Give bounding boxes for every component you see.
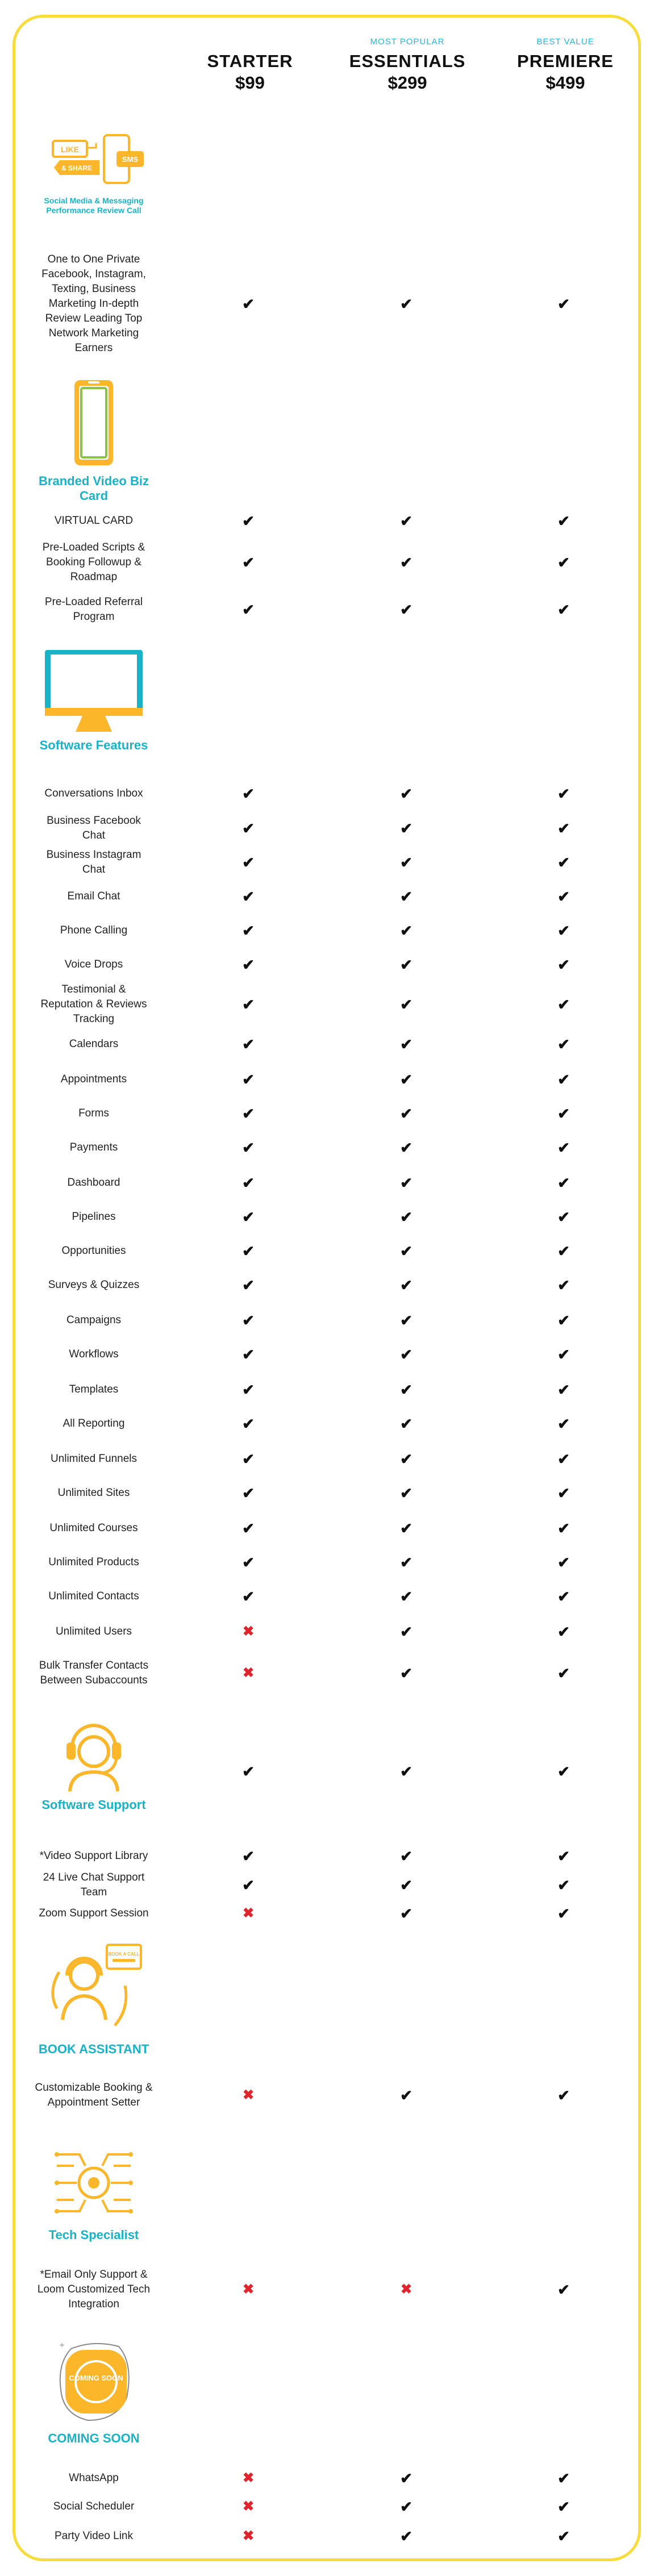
check-icon: ✔ xyxy=(242,888,255,905)
check-icon: ✔ xyxy=(400,1848,413,1865)
plan-badge: MOST POPULAR xyxy=(370,37,445,47)
feature-label: Payments xyxy=(69,1141,118,1153)
check-icon: ✔ xyxy=(557,785,570,802)
like-text: LIKE xyxy=(61,145,79,154)
feature-label: VIRTUAL CARD xyxy=(54,515,134,527)
check-icon: ✔ xyxy=(242,1036,255,1053)
check-icon: ✔ xyxy=(242,854,255,871)
check-icon: ✔ xyxy=(242,1450,255,1468)
check-icon: ✔ xyxy=(242,554,255,571)
check-icon: ✔ xyxy=(557,1277,570,1294)
check-icon: ✔ xyxy=(400,1665,413,1682)
section-title: Software Support xyxy=(41,1798,146,1812)
check-icon: ✔ xyxy=(557,1415,570,1432)
feature-label: Unlimited Sites xyxy=(57,1487,130,1499)
check-icon: ✔ xyxy=(400,1243,413,1260)
feature-label: Unlimited Courses xyxy=(49,1522,138,1534)
check-icon: ✔ xyxy=(400,2528,413,2545)
feature-label: Business Facebook Chat xyxy=(47,815,141,841)
feature-label: Campaigns xyxy=(66,1314,122,1326)
check-icon: ✔ xyxy=(400,820,413,837)
check-icon: ✔ xyxy=(557,1848,570,1865)
check-icon: ✔ xyxy=(557,1665,570,1682)
check-icon: ✔ xyxy=(242,1554,255,1571)
check-icon: ✔ xyxy=(557,512,570,530)
check-icon: ✔ xyxy=(242,1848,255,1865)
check-icon: ✔ xyxy=(400,1485,413,1502)
feature-label: Dashboard xyxy=(67,1177,120,1189)
plan-premiere xyxy=(503,36,628,93)
check-icon: ✔ xyxy=(400,295,413,312)
check-icon: ✔ xyxy=(557,1105,570,1122)
check-icon: ✔ xyxy=(557,1450,570,1468)
cross-icon: ✖ xyxy=(242,2087,255,2103)
check-icon: ✔ xyxy=(242,820,255,837)
cross-icon: ✖ xyxy=(242,2470,255,2486)
check-icon: ✔ xyxy=(400,1036,413,1053)
section-assistant xyxy=(23,1940,165,2057)
section-title: COMING SOON xyxy=(48,2431,140,2445)
feature-label: Pre-Loaded Scripts & Booking Followup & Roadmap xyxy=(42,541,145,583)
sms-text: SMS xyxy=(122,155,139,164)
cross-icon: ✖ xyxy=(242,2499,255,2514)
phone-icon xyxy=(71,378,116,469)
check-icon: ✔ xyxy=(557,1554,570,1571)
social-chat-icon xyxy=(37,131,151,193)
check-icon: ✔ xyxy=(400,512,413,530)
section-soon xyxy=(23,2335,165,2446)
check-icon: ✔ xyxy=(557,2528,570,2545)
section-title: Social Media & Messaging Performance Review Call xyxy=(44,196,144,215)
feature-label: Appointments xyxy=(60,1073,127,1085)
check-icon: ✔ xyxy=(557,1520,570,1537)
check-icon: ✔ xyxy=(242,1071,255,1088)
check-icon: ✔ xyxy=(242,1381,255,1398)
feature-label: Unlimited Funnels xyxy=(50,1453,138,1465)
check-icon: ✔ xyxy=(400,785,413,802)
check-icon: ✔ xyxy=(557,2498,570,2515)
check-icon: ✔ xyxy=(242,996,255,1013)
check-icon: ✔ xyxy=(400,1415,413,1432)
cross-icon: ✖ xyxy=(242,2528,255,2544)
feature-label: All Reporting xyxy=(63,1418,125,1429)
feature-label: WhatsApp xyxy=(69,2472,119,2484)
cross-icon: ✖ xyxy=(242,1906,255,1921)
check-icon: ✔ xyxy=(400,2087,413,2104)
section-social xyxy=(23,131,165,215)
section-title: Tech Specialist xyxy=(48,2228,139,2242)
check-icon: ✔ xyxy=(557,1381,570,1398)
check-icon: ✔ xyxy=(400,601,413,618)
check-icon: ✔ xyxy=(557,1877,570,1894)
check-icon: ✔ xyxy=(557,2087,570,2104)
check-icon: ✔ xyxy=(400,1588,413,1605)
check-icon: ✔ xyxy=(400,956,413,973)
check-icon: ✔ xyxy=(242,1346,255,1363)
check-icon: ✔ xyxy=(557,1174,570,1191)
headset-icon xyxy=(60,1713,128,1793)
feature-label: Conversations Inbox xyxy=(44,787,143,799)
check-icon: ✔ xyxy=(557,1139,570,1156)
check-icon: ✔ xyxy=(242,1277,255,1294)
plan-badge xyxy=(188,36,313,48)
feature-label: Forms xyxy=(78,1107,109,1119)
plan-starter xyxy=(188,36,313,93)
check-icon: ✔ xyxy=(557,2281,570,2298)
check-icon: ✔ xyxy=(400,1381,413,1398)
check-icon: ✔ xyxy=(400,1174,413,1191)
feature-label: 24 Live Chat Support Team xyxy=(43,1871,145,1898)
section-bizcard xyxy=(23,378,165,503)
feature-label: Party Video Link xyxy=(54,2530,133,2542)
check-icon: ✔ xyxy=(557,956,570,973)
section-support xyxy=(23,1713,165,1812)
feature-label: Unlimited Products xyxy=(48,1556,139,1568)
feature-label: Business Instagram Chat xyxy=(46,849,141,876)
check-icon: ✔ xyxy=(242,1312,255,1329)
feature-label: Phone Calling xyxy=(60,924,128,936)
check-icon: ✔ xyxy=(242,785,255,802)
check-icon: ✔ xyxy=(400,1554,413,1571)
feature-label: *Video Support Library xyxy=(39,1850,148,1862)
plan-name: PREMIERE xyxy=(517,51,614,71)
coming-soon-icon xyxy=(48,2335,139,2426)
check-icon: ✔ xyxy=(557,1623,570,1640)
feature-label: Testimonial & Reputation & Reviews Tracking xyxy=(40,983,147,1025)
check-icon: ✔ xyxy=(242,1174,255,1191)
check-icon: ✔ xyxy=(557,1346,570,1363)
check-icon: ✔ xyxy=(400,1312,413,1329)
check-icon: ✔ xyxy=(242,1485,255,1502)
check-icon: ✔ xyxy=(400,1877,413,1894)
feature-label: Templates xyxy=(69,1383,119,1395)
plan-price: $99 xyxy=(235,73,265,93)
check-icon: ✔ xyxy=(557,1036,570,1053)
check-icon: ✔ xyxy=(400,1520,413,1537)
check-icon: ✔ xyxy=(557,996,570,1013)
check-icon: ✔ xyxy=(557,888,570,905)
plan-price: $499 xyxy=(545,73,585,93)
feature-label: Opportunities xyxy=(61,1245,126,1257)
section-title: Branded Video Biz Card xyxy=(39,474,149,503)
stamp-text: COMING SOON xyxy=(69,2374,123,2382)
plan-name: STARTER xyxy=(207,51,293,71)
feature-label: Bulk Transfer Contacts Between Subaccounts xyxy=(39,1660,149,1686)
circuit-icon xyxy=(51,2143,136,2223)
check-icon: ✔ xyxy=(557,1312,570,1329)
feature-label: Unlimited Contacts xyxy=(48,1590,139,1602)
section-software xyxy=(23,648,165,753)
check-icon: ✔ xyxy=(400,1105,413,1122)
check-icon: ✔ xyxy=(242,601,255,618)
check-icon: ✔ xyxy=(400,854,413,871)
check-icon: ✔ xyxy=(242,1877,255,1894)
feature-label: Email Chat xyxy=(67,890,120,902)
check-icon: ✔ xyxy=(557,1485,570,1502)
check-icon: ✔ xyxy=(242,1105,255,1122)
section-title: Software Features xyxy=(39,738,148,752)
plan-essentials xyxy=(345,36,470,93)
monitor-icon xyxy=(43,648,145,733)
assistant-icon xyxy=(40,1940,148,2037)
check-icon: ✔ xyxy=(557,1243,570,1260)
check-icon: ✔ xyxy=(400,1277,413,1294)
plan-badge: BEST VALUE xyxy=(536,37,594,47)
check-icon: ✔ xyxy=(557,922,570,939)
feature-label: *Email Only Support & Loom Customized Tech Integration xyxy=(37,2269,151,2310)
cross-icon: ✖ xyxy=(242,1624,255,1639)
check-icon: ✔ xyxy=(242,1208,255,1226)
check-icon: ✔ xyxy=(400,1763,413,1780)
check-icon: ✔ xyxy=(400,1346,413,1363)
check-icon: ✔ xyxy=(557,601,570,618)
bubble-text: BOOK A CALL xyxy=(108,1952,140,1957)
feature-label: Social Scheduler xyxy=(53,2500,135,2512)
check-icon: ✔ xyxy=(400,1450,413,1468)
feature-label: Voice Drops xyxy=(64,958,123,970)
check-icon: ✔ xyxy=(400,2498,413,2515)
check-icon: ✔ xyxy=(242,1763,255,1780)
plan-name: ESSENTIALS xyxy=(349,51,466,71)
section-title: BOOK ASSISTANT xyxy=(38,2042,149,2056)
check-icon: ✔ xyxy=(400,1071,413,1088)
check-icon: ✔ xyxy=(400,888,413,905)
cross-icon: ✖ xyxy=(242,2282,255,2297)
check-icon: ✔ xyxy=(242,1139,255,1156)
check-icon: ✔ xyxy=(557,295,570,312)
feature-label: One to One Private Facebook, Instagram, Texting, Business Marketing In-depth Review Leading Top Network Marketing Earners xyxy=(41,253,146,354)
cross-icon: ✖ xyxy=(242,1665,255,1681)
check-icon: ✔ xyxy=(557,854,570,871)
feature-label: Pipelines xyxy=(72,1211,116,1223)
check-icon: ✔ xyxy=(400,1139,413,1156)
check-icon: ✔ xyxy=(400,2470,413,2487)
check-icon: ✔ xyxy=(400,922,413,939)
check-icon: ✔ xyxy=(557,1071,570,1088)
check-icon: ✔ xyxy=(557,1588,570,1605)
check-icon: ✔ xyxy=(242,1415,255,1432)
svg-text:+: + xyxy=(60,2340,65,2349)
feature-label: Calendars xyxy=(69,1038,119,1050)
check-icon: ✔ xyxy=(557,1208,570,1226)
check-icon: ✔ xyxy=(557,554,570,571)
feature-label: Surveys & Quizzes xyxy=(48,1279,140,1291)
section-tech xyxy=(23,2143,165,2242)
check-icon: ✔ xyxy=(557,1905,570,1922)
check-icon: ✔ xyxy=(400,1905,413,1922)
check-icon: ✔ xyxy=(557,2470,570,2487)
check-icon: ✔ xyxy=(557,1763,570,1780)
check-icon: ✔ xyxy=(400,1623,413,1640)
check-icon: ✔ xyxy=(400,996,413,1013)
check-icon: ✔ xyxy=(557,820,570,837)
check-icon: ✔ xyxy=(242,956,255,973)
plan-price: $299 xyxy=(388,73,427,93)
check-icon: ✔ xyxy=(242,1520,255,1537)
feature-label: Unlimited Users xyxy=(55,1625,132,1637)
feature-label: Pre-Loaded Referral Program xyxy=(44,596,143,623)
cross-icon: ✖ xyxy=(400,2282,413,2297)
feature-label: Zoom Support Session xyxy=(39,1907,149,1919)
check-icon: ✔ xyxy=(242,922,255,939)
share-text: & SHARE xyxy=(61,164,93,172)
feature-label: Workflows xyxy=(69,1348,119,1360)
check-icon: ✔ xyxy=(242,512,255,530)
check-icon: ✔ xyxy=(400,554,413,571)
check-icon: ✔ xyxy=(242,295,255,312)
feature-label: Customizable Booking & Appointment Setter xyxy=(35,2082,153,2108)
check-icon: ✔ xyxy=(242,1243,255,1260)
check-icon: ✔ xyxy=(242,1588,255,1605)
check-icon: ✔ xyxy=(400,1208,413,1226)
